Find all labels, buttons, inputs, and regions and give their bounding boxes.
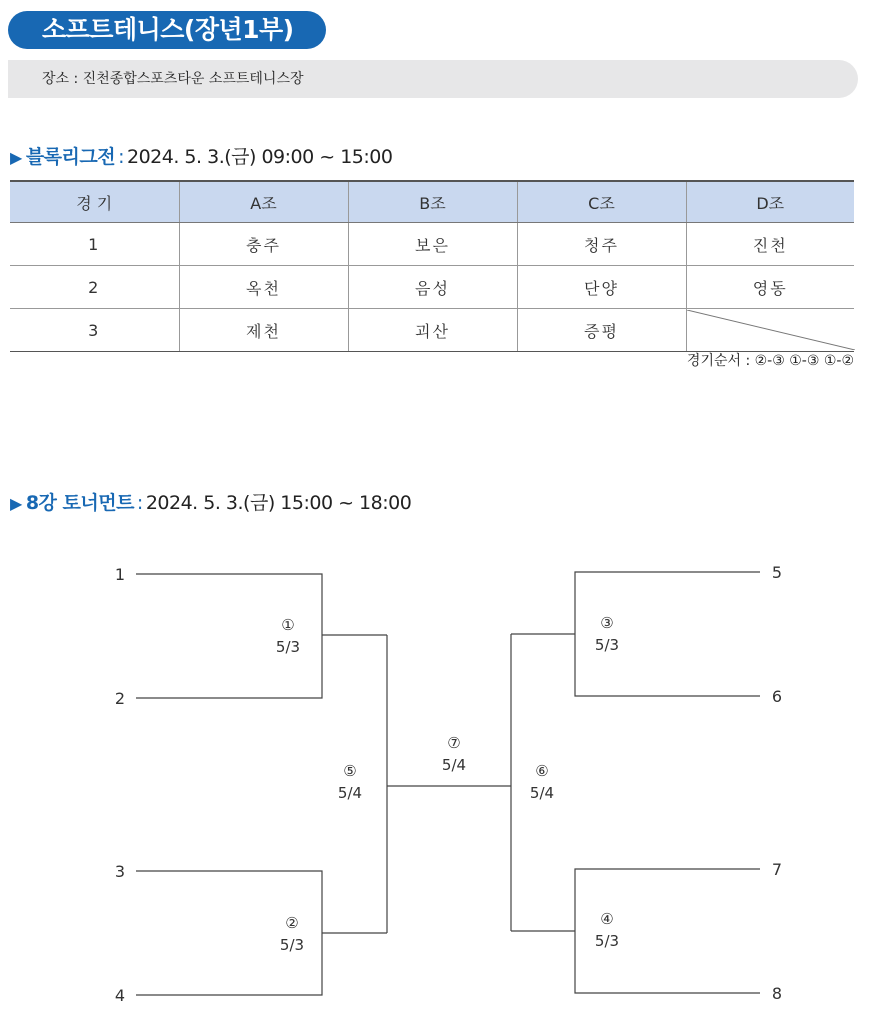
bracket-line [575,869,760,993]
table-cell: 증평 [517,309,686,352]
seed-label: 5 [771,563,783,582]
tournament-section-heading: ▶ 8강 토너먼트 : 2024. 5. 3.(금) 15:00 ~ 18:00 [10,492,412,514]
venue-info: 장소 : 진천종합스포츠타운 소프트테니스장 [8,60,858,98]
match-date: 5/3 [594,932,620,950]
column-header: A조 [179,181,348,223]
seed-label: 4 [114,986,126,1005]
league-schedule: 2024. 5. 3.(금) 09:00 ~ 15:00 [127,146,393,168]
table-cell: 괴산 [348,309,517,352]
table-cell: 청주 [517,223,686,266]
match-date: 5/3 [279,936,305,954]
table-cell: 옥천 [179,266,348,309]
match-number: ⑦ [447,734,461,752]
match-date: 5/3 [275,638,301,656]
match-date: 5/3 [594,636,620,654]
match-date: 5/4 [441,756,467,774]
league-name: 블록리그전 [25,146,116,168]
column-header: B조 [348,181,517,223]
seed-label: 7 [771,860,783,879]
seed-label: 1 [114,565,126,584]
bracket-line [136,871,322,995]
play-arrow-icon: ▶ [10,148,22,167]
match-number: ① [281,616,295,634]
table-cell: 보은 [348,223,517,266]
table-cell: 제천 [179,309,348,352]
table-cell: 3 [10,309,179,352]
seed-label: 3 [114,862,126,881]
table-cell: 영동 [686,266,854,309]
tournament-name: 8강 토너먼트 [25,492,134,514]
table-cell: 충주 [179,223,348,266]
table-cell: 단양 [517,266,686,309]
league-section-heading: ▶ 블록리그전 : 2024. 5. 3.(금) 09:00 ~ 15:00 [10,146,393,168]
tournament-schedule: 2024. 5. 3.(금) 15:00 ~ 18:00 [145,492,412,514]
match-order-note: 경기순서 : ②-③ ①-③ ①-② [686,353,854,369]
column-header: C조 [517,181,686,223]
column-header: 경 기 [10,181,179,223]
seed-label: 6 [771,687,783,706]
match-date: 5/4 [337,784,363,802]
page-title: 소프트테니스(장년1부) [8,11,326,49]
table-cell: 1 [10,223,179,266]
match-number: ⑤ [343,762,357,780]
match-date: 5/4 [529,784,555,802]
match-number: ② [285,914,299,932]
match-number: ④ [600,910,614,928]
column-header: D조 [686,181,854,223]
play-arrow-icon: ▶ [10,494,22,513]
table-cell: 음성 [348,266,517,309]
bracket-line [136,574,322,698]
match-number: ③ [600,614,614,632]
table-cell: 진천 [686,223,854,266]
seed-label: 8 [771,984,783,1003]
bracket-line [575,572,760,696]
seed-label: 2 [114,689,126,708]
match-number: ⑥ [535,762,549,780]
table-cell: 2 [10,266,179,309]
